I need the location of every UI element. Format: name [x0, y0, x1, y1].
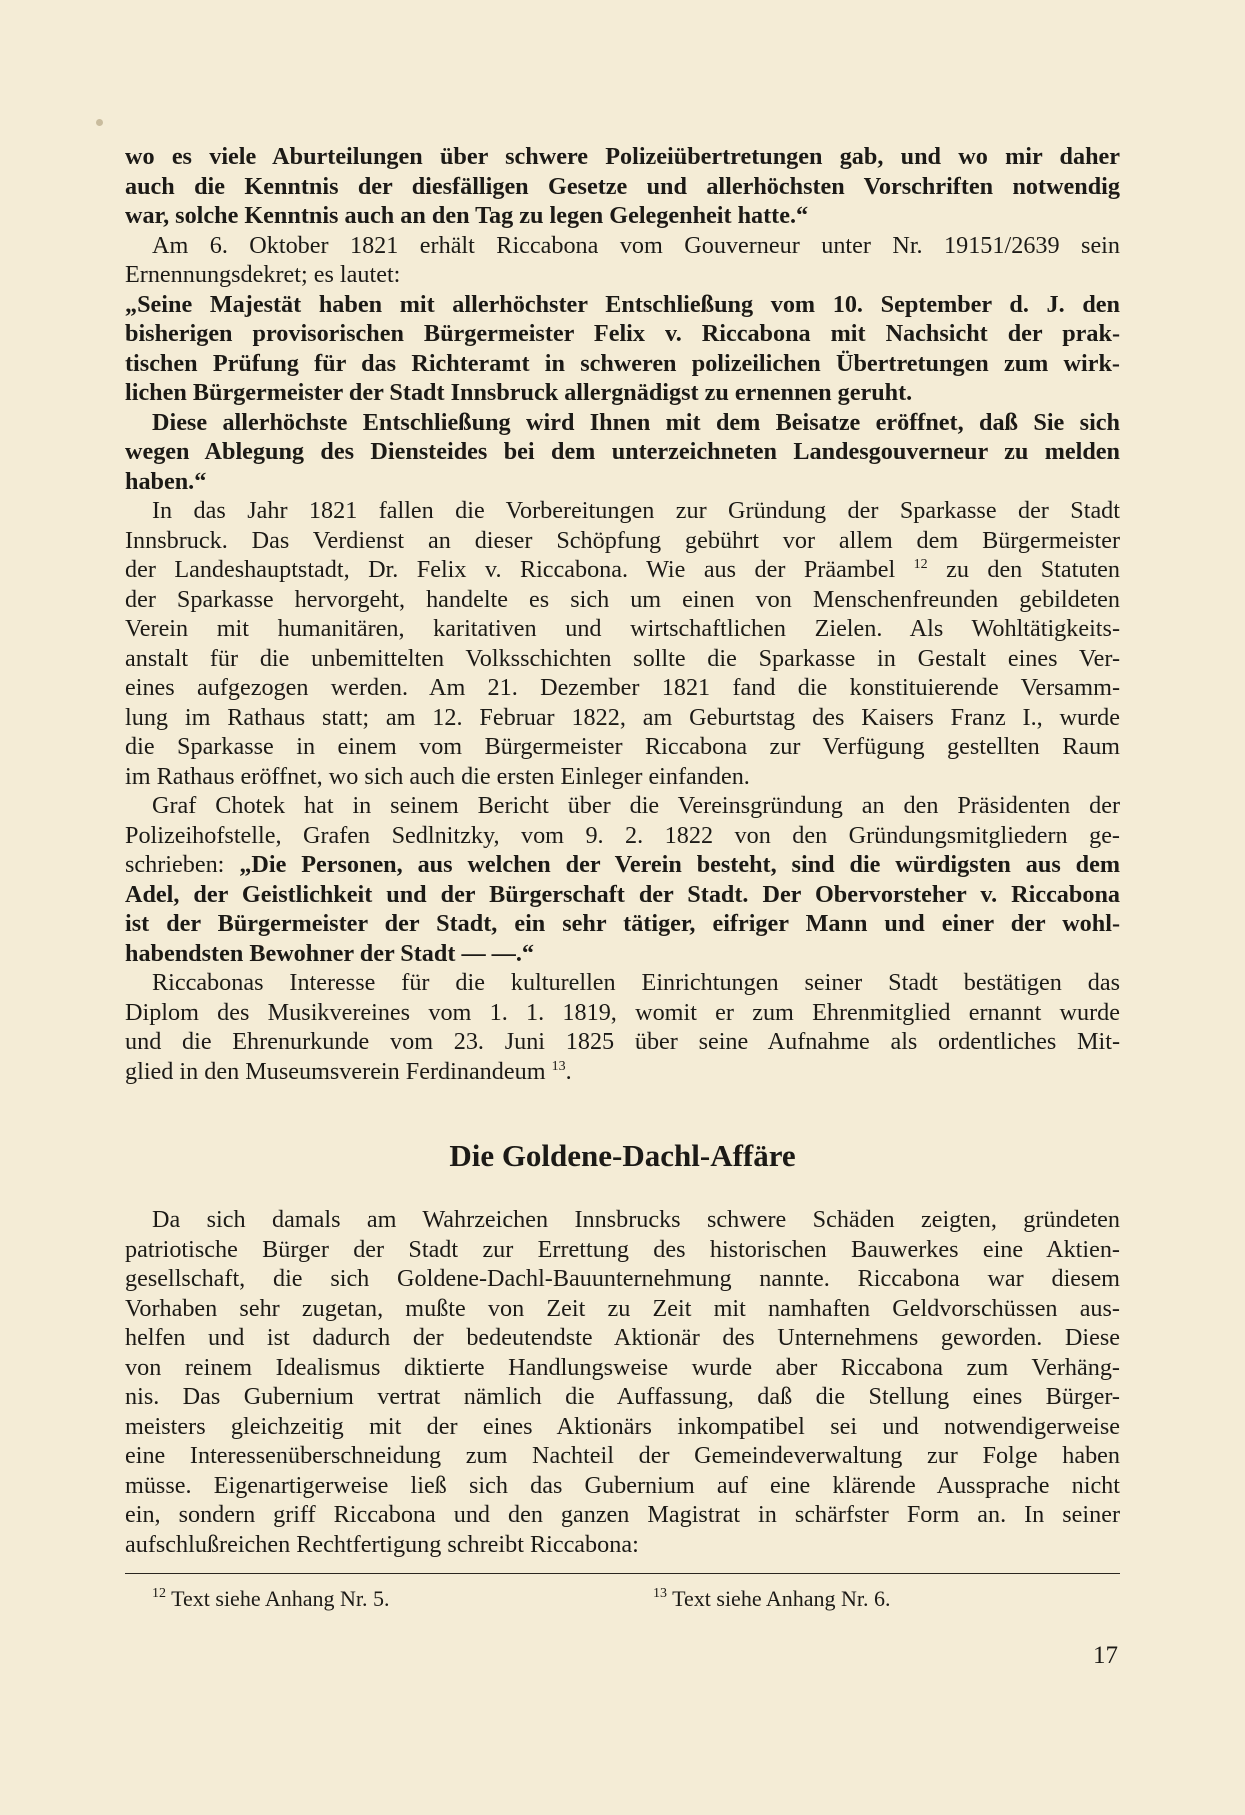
text-line: eine Interessenüberschneidung zum Nachteil der Gemeindeverwaltung zur Folge haben: [125, 1442, 1120, 1469]
text-line: von reinem Idealismus diktierte Handlungsweise wurde aber Riccabona zum Verhäng-: [125, 1353, 1120, 1381]
footnote-number: 13: [653, 1586, 667, 1601]
footnote-divider: [125, 1573, 1120, 1574]
text-line: aufschlußreichen Rechtfertigung schreibt Riccabona:: [125, 1530, 639, 1558]
text-line: In das Jahr 1821 fallen die Vorbereitungen zur Gründung der Sparkasse der Stadt: [152, 497, 1120, 524]
text-line: der Sparkasse hervorgeht, handelte es sich um einen von Menschenfreunden gebildeten: [125, 585, 1120, 613]
text-line: Diese allerhöchste Entschließung wird Ihnen mit dem Beisatze eröffnet, daß Sie sich: [152, 408, 1120, 436]
text-line: [125, 555, 1120, 585]
text-span: der Landeshauptstadt, Dr. Felix v. Riccabona. Wie aus der Präambel: [125, 556, 896, 583]
text-line: lung im Rathaus statt; am 12. Februar 1822, am Geburtstag des Kaisers Franz I., wurde: [125, 703, 1120, 731]
footnote-text: Text siehe Anhang Nr. 6.: [667, 1586, 891, 1611]
text-line: Am 6. Oktober 1821 erhält Riccabona vom Gouverneur unter Nr. 19151/2639 sein: [152, 231, 1120, 259]
text-line: [125, 850, 1120, 880]
text-line: Vorhaben sehr zugetan, mußte von Zeit zu Zeit mit namhaften Geldvorschüssen aus-: [125, 1294, 1120, 1322]
text-line: gesellschaft, die sich Goldene-Dachl-Bauunternehmung nannte. Riccabona war diesem: [125, 1265, 1120, 1292]
footnote-number: 12: [152, 1586, 166, 1601]
text-line: müsse. Eigenartigerweise ließ sich das Gubernium auf eine klärende Aussprache nicht: [125, 1471, 1120, 1499]
page-number: 17: [1093, 1642, 1118, 1669]
footnote-12: [152, 1586, 390, 1612]
text-line: meisters gleichzeitig mit der eines Aktionärs inkompatibel sei und notwendigerweise: [125, 1412, 1120, 1440]
footnote-ref-12: 12: [913, 557, 928, 572]
text-line: Innsbruck. Das Verdienst an dieser Schöpfung gebührt vor allem dem Bürgermeister: [125, 526, 1120, 554]
text-line: war, solche Kenntnis auch an den Tag zu legen Gelegenheit hatte.“: [125, 202, 809, 229]
text-line: bisherigen provisorischen Bürgermeister Felix v. Riccabona mit Nachsicht der prak-: [125, 320, 1120, 347]
text-span: .: [565, 1057, 572, 1085]
text-line: auch die Kenntnis der diesfälligen Gesetze und allerhöchsten Vorschriften notwendig: [125, 172, 1120, 200]
text-line: patriotische Bürger der Stadt zur Errettung des historischen Bauwerkes eine Aktien-: [125, 1235, 1120, 1263]
text-line: haben.“: [125, 467, 207, 495]
section-heading: Die Goldene-Dachl-Affäre: [449, 1138, 796, 1173]
text-line: Diplom des Musikvereines vom 1. 1. 1819, womit er zum Ehrenmitglied ernannt wurde: [125, 998, 1120, 1026]
text-line: anstalt für die unbemittelten Volksschichten sollte die Sparkasse in Gestalt eines Ver-: [125, 644, 1120, 672]
text-line: wo es viele Aburteilungen über schwere Polizeiübertretungen gab, und wo mir daher: [125, 143, 1120, 170]
quote-span: „Die Personen, aus welchen der Verein besteht, sind die würdigsten aus dem: [239, 851, 1120, 878]
text-line: die Sparkasse in einem vom Bürgermeister Riccabona zur Verfügung gestellten Raum: [125, 733, 1120, 760]
text-line: Graf Chotek hat in seinem Bericht über die Vereinsgründung an den Präsidenten der: [152, 792, 1120, 819]
text-line: Riccabonas Interesse für die kulturellen Einrichtungen seiner Stadt bestätigen das: [152, 969, 1120, 996]
main-text: [125, 142, 1120, 1086]
text-line: wegen Ablegung des Diensteides bei dem unterzeichneten Landesgouverneur zu melden: [125, 438, 1120, 465]
text-line: ist der Bürgermeister der Stadt, ein sehr tätiger, eifriger Mann und einer der wohl-: [125, 910, 1120, 937]
text-span: schrieben:: [125, 851, 240, 878]
text-line: nis. Das Gubernium vertrat nämlich die Auffassung, daß die Stellung eines Bürger-: [125, 1383, 1120, 1410]
text-span: zu den Statuten: [927, 556, 1120, 583]
text-line: habendsten Bewohner der Stadt — —.“: [125, 939, 535, 967]
text-line: ein, sondern griff Riccabona und den ganzen Magistrat in schärfster Form an. In seiner: [125, 1501, 1120, 1528]
text-line: eines aufgezogen werden. Am 21. Dezember 1821 fand die konstituierende Versamm-: [125, 674, 1120, 701]
text-line: tischen Prüfung für das Richteramt in schweren polizeilichen Übertretungen zum wirk-: [125, 349, 1120, 377]
text-span: glied in den Museumsverein Ferdinandeum: [125, 1057, 546, 1085]
text-line: „Seine Majestät haben mit allerhöchster Entschließung vom 10. September d. J. den: [125, 290, 1120, 318]
speck-mark: [96, 119, 103, 126]
text-line: lichen Bürgermeister der Stadt Innsbruck allergnädigst zu ernennen geruht.: [125, 379, 913, 406]
text-line: Adel, der Geistlichkeit und der Bürgerschaft der Stadt. Der Obervorsteher v. Riccabona: [125, 880, 1120, 908]
section-text: [125, 1205, 1120, 1559]
footnote-text: Text siehe Anhang Nr. 5.: [166, 1586, 390, 1611]
text-line: und die Ehrenurkunde vom 23. Juni 1825 über seine Aufnahme als ordentliches Mit-: [125, 1028, 1120, 1055]
text-line: Da sich damals am Wahrzeichen Innsbrucks schwere Schäden zeigten, gründeten: [152, 1206, 1120, 1233]
footnote-ref-13: 13: [551, 1058, 566, 1074]
text-line: [125, 1057, 1120, 1087]
text-line: helfen und ist dadurch der bedeutendste Aktionär des Unternehmens geworden. Diese: [125, 1324, 1120, 1351]
text-line: Polizeihofstelle, Grafen Sedlnitzky, vom 9. 2. 1822 von den Gründungsmitgliedern ge-: [125, 821, 1120, 849]
text-line: im Rathaus eröffnet, wo sich auch die ersten Einleger einfanden.: [125, 762, 750, 790]
text-line: Ernennungsdekret; es lautet:: [125, 261, 401, 288]
text-line: Verein mit humanitären, karitativen und wirtschaftlichen Zielen. Als Wohltätigkeits-: [125, 615, 1120, 642]
footnote-13: [653, 1586, 891, 1612]
